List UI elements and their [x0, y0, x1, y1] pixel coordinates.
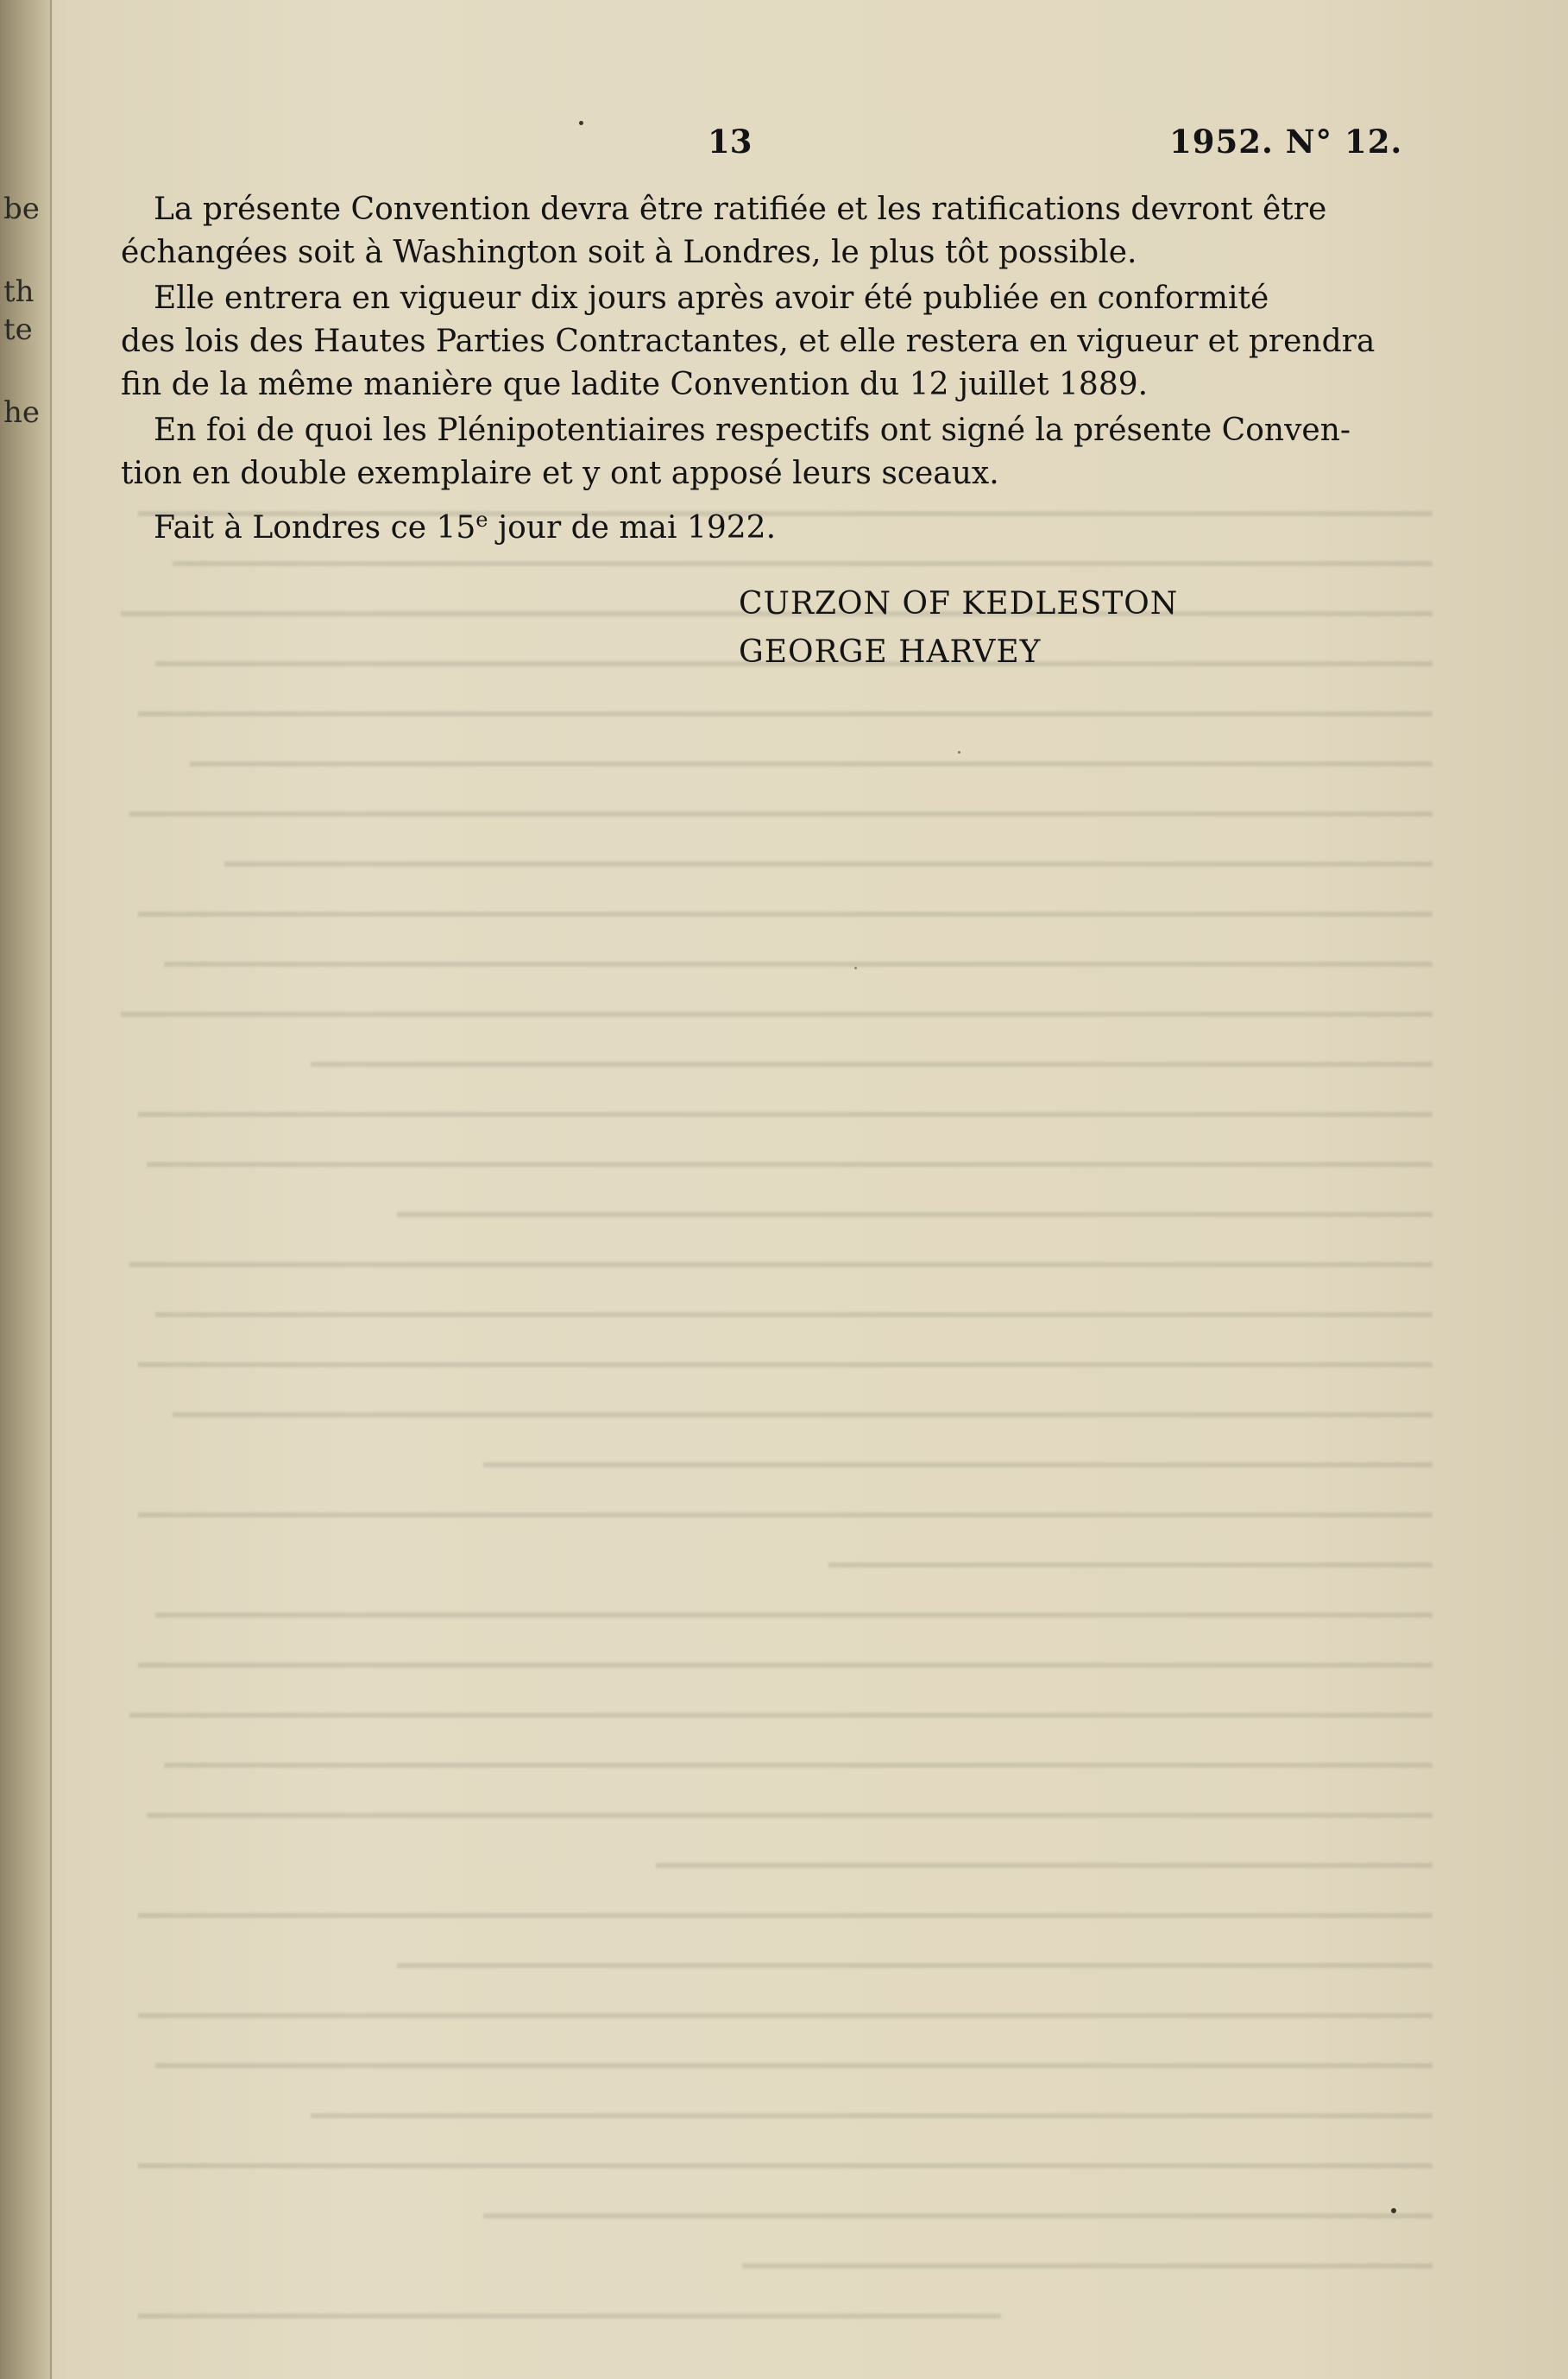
- text-line: La présente Convention devra être ratifiée et les ratifications devront être: [154, 192, 1327, 227]
- text-line: Elle entrera en vigueur dix jours après avoir été publiée en conformité: [154, 281, 1269, 316]
- gutter-fragment: he: [3, 395, 41, 430]
- text-line: tion en double exemplaire et y ont apposé leurs sceaux.: [121, 456, 999, 491]
- gutter-fragment: te: [3, 312, 33, 347]
- paper-speck: [854, 967, 857, 969]
- publication-reference: 1952. N° 12.: [1169, 123, 1403, 161]
- signatory-name: GEORGE HARVEY: [739, 634, 1042, 670]
- binding-gutter: [0, 0, 52, 2379]
- reverse-side-bleed-through: [86, 449, 1433, 2331]
- text-line: échangées soit à Washington soit à Londres, le plus tôt possible.: [121, 235, 1137, 270]
- paragraph-entry-into-force: [121, 277, 1392, 407]
- text-line: En foi de quoi les Plénipotentiaires respectifs ont signé la présente Conven-: [154, 413, 1351, 448]
- page-header: [0, 123, 1568, 166]
- signature-block: [739, 580, 1178, 677]
- signing-date-line: [154, 508, 776, 546]
- paragraph-in-witness: [121, 409, 1392, 495]
- page-number: 13: [708, 123, 753, 161]
- date-superscript: e: [475, 508, 488, 532]
- text-line: des lois des Hautes Parties Contractantes, et elle restera en vigueur et prendra: [121, 324, 1376, 359]
- paper-speck: [579, 121, 583, 125]
- date-text-before: Fait à Londres ce 15: [154, 510, 476, 546]
- paragraph-ratification: [121, 188, 1392, 274]
- date-text-after: jour de mai 1922.: [488, 510, 777, 546]
- gutter-fragment: th: [3, 274, 35, 309]
- paper-speck: [958, 751, 960, 754]
- text-line: fin de la même manière que ladite Convention du 12 juillet 1889.: [121, 367, 1149, 402]
- signatory-name: CURZON OF KEDLESTON: [739, 586, 1179, 622]
- gutter-fragment: be: [3, 192, 40, 226]
- convention-body: [121, 188, 1392, 498]
- paper-speck: [1391, 2208, 1396, 2213]
